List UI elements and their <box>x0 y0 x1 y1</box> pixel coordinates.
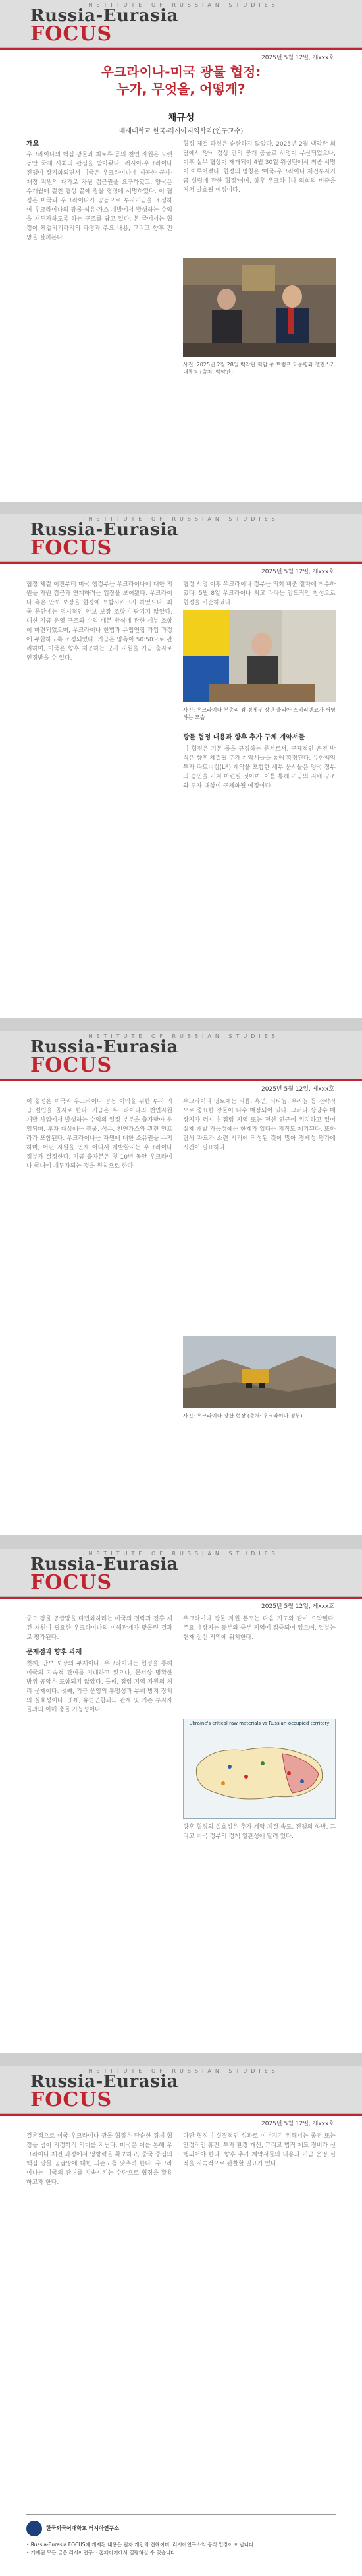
institute-label: INSTITUTE OF RUSSIAN STUDIES <box>83 2 279 8</box>
footer-disclaimer: • Russia-Eurasia FOCUS에 게재된 내용은 필자 개인의 견해이며, 러시아연구소의 공식 입장이 아닙니다. <box>26 2542 255 2548</box>
issue-date: 2025년 5월 12일, 제xxx호 <box>261 569 334 575</box>
page5-left-column: 결론적으로 미국-우크라이나 광물 협정은 단순한 경제 협정을 넘어 지정학적 의미를 지닌다. 미국은 이를 통해 우크라이나 재건 과정에서 영향력을 확보하고, 중국 중심의 핵심 광물 공급망에 대한 의존도를 낮추려 한다. 우크라이나는 미국의 관여를 지속시키는 수단으로 협정을 활용하고자 한다. <box>26 2133 172 2186</box>
page2-left-column: 협정 체결 이전부터 미국 행정부는 우크라이나에 대한 지원을 자원 접근과 연계하려는 입장을 보여왔다. 우크라이나 측은 안보 보장을 협정에 포함시키고자 하였으나, 최종 문안에는 명시적인 안보 보장 조항이 담기지 않았다. 대신 기금 운영 구조와 수익 배분 방식에 관한 세부 조항이 마련되었으며, 우크라이나 헌법과 유럽연합 가입 과정에 부합하도록 조정되었다. 기금은 양측이 50:50으로 관리하며, 미국은 향후 제공하는 군사 지원을 기금 출자로 인정받을 수 있다. <box>26 581 172 662</box>
page-1 <box>0 0 362 502</box>
footer-availability-note: • 게재된 모든 글은 러시아연구소 홈페이지에서 열람하실 수 있습니다. <box>26 2550 177 2556</box>
signing-photo <box>183 610 336 702</box>
white-house-meeting-photo <box>183 258 336 357</box>
section-heading-issues: 문제점과 향후 과제 <box>26 1649 82 1656</box>
red-stripe <box>0 1079 362 1081</box>
page-5 <box>0 2066 362 2576</box>
page3-left-column: 이 협정은 미국과 우크라이나 공동 이익을 위한 투자 기금 설립을 골자로 한다. 기금은 우크라이나의 천연자원 개발 사업에서 발생하는 수익의 일정 부분을 출자받아 운영되며, 투자 대상에는 광물, 석유, 천연가스와 관련 인프라가 포함된다. 우크라이나는 자원에 대한 소유권을 유지하며, 어떤 자원을 언제 어디서 개발할지는 우크라이나 정부가 결정한다. 기금 출자분은 첫 10년 동안 우크라이나 국내에 재투자되는 것을 원칙으로 한다. <box>26 1099 172 1170</box>
author-affiliation: 배재대학교 한국-러시아지역학과(연구교수) <box>118 128 244 135</box>
issue-date: 2025년 5월 12일, 제xxx호 <box>261 1086 334 1093</box>
brand-title: Russia-Eurasia <box>30 6 178 26</box>
focus-title: FOCUS <box>30 1054 113 1077</box>
institute-label: INSTITUTE OF RUSSIAN STUDIES <box>83 1551 279 1557</box>
page1-left-text: 우크라이나의 핵심 광물과 희토류 등의 천연 자원은 오랫동안 국제 사회의 관심을 받아왔다. 러시아-우크라이나 전쟁이 장기화되면서 미국은 우크라이나에 제공한 군사·재정 지원의 대가로 자원 접근권을 요구하였고, 양국은 수개월에 걸친 협상 끝에 광물 협정에 서명하였다. 이 협정은 미국과 우크라이나가 공동으로 투자기금을 조성하여 우크라이나의 광물·석유·가스 개발에서 발생하는 수익을 재투자하도록 하는 구조를 담고 있다. 본 글에서는 협정이 체결되기까지의 과정과 주요 내용, 그리고 향후 전망을 살펴본다. <box>26 152 172 241</box>
map-title: Ukraine's critical raw materials vs Russian-occupied territory <box>189 1721 330 1726</box>
page4-right-top-text: 우크라이나 광물 자원 분포는 다음 지도와 같이 요약된다. 주요 매장지는 동부와 중부 지역에 집중되어 있으며, 일부는 현재 전선 지역에 위치한다. <box>183 1616 336 1641</box>
focus-title: FOCUS <box>30 536 113 559</box>
page1-left-column <box>26 140 172 489</box>
issue-date: 2025년 5월 12일, 제xxx호 <box>261 55 334 61</box>
masthead-band <box>0 514 362 562</box>
masthead-band <box>0 1549 362 1597</box>
focus-title: FOCUS <box>30 1571 113 1594</box>
article-title-line1: 우크라이나-미국 광물 협정: <box>101 64 261 80</box>
footer-divider <box>26 2514 336 2515</box>
focus-title: FOCUS <box>30 2088 113 2111</box>
photo-caption-3: 사진: 우크라이나 광산 현장 (출처: 우크라이나 정부) <box>183 1413 303 1419</box>
page4-left-top-text: 중요 광물 공급망을 다변화하려는 미국의 전략과 전후 재건 재원이 필요한 우크라이나의 이해관계가 맞물린 결과로 평가된다. <box>26 1616 172 1641</box>
photo-caption-2: 사진: 우크라이나 부총리 겸 경제부 장관 율리아 스비리덴코가 서명하는 모습 <box>183 707 336 720</box>
red-stripe <box>0 2114 362 2116</box>
brand-title: Russia-Eurasia <box>30 1037 178 1057</box>
page3-right-top-text: 우크라이나 영토에는 리튬, 흑연, 티타늄, 우라늄 등 전략적으로 중요한 광물이 다수 매장되어 있다. 그러나 상당수 매장지가 러시아 점령 지역 또는 전선 인근에 위치하고 있어 실제 개발 가능성에는 한계가 있다는 지적도 제기된다. 또한 탐사 자료가 소련 시기에 작성된 것이 많아 경제성 평가에 시간이 필요하다. <box>183 1099 336 1151</box>
page-4 <box>0 1549 362 2053</box>
critical-materials-map <box>183 1719 336 1819</box>
institute-label: INSTITUTE OF RUSSIAN STUDIES <box>83 2068 279 2074</box>
page2-right-bottom-text: 이 협정은 기본 틀을 규정하는 문서로서, 구체적인 운영 방식은 향후 체결될 추가 계약서들을 통해 확정된다. 유한책임 투자 파트너십(LP) 계약을 포함한 세부 문서들은 양국 정부의 승인을 거쳐 마련될 것이며, 이를 통해 기금의 지배 구조와 투자 대상이 구체화될 예정이다. <box>183 746 336 789</box>
masthead-band <box>0 1031 362 1079</box>
page2-right-top-text: 협정 서명 이후 우크라이나 정부는 의회 비준 절차에 착수하였다. 5월 8일 우크라이나 최고 라다는 압도적인 찬성으로 협정을 비준하였다. <box>183 581 336 606</box>
article-title-line2: 누가, 무엇을, 어떻게? <box>116 81 246 97</box>
page4-right-bottom-text: 향후 협정의 실효성은 추가 계약 체결 속도, 전쟁의 향방, 그리고 미국 정부의 정책 일관성에 달려 있다. <box>183 1824 336 1840</box>
institute-logo-icon <box>26 2521 42 2536</box>
section-heading-overview: 개요 <box>26 140 39 148</box>
red-stripe <box>0 1597 362 1599</box>
brand-title: Russia-Eurasia <box>30 520 178 540</box>
footer-organization: 한국외국어대학교 러시아연구소 <box>46 2525 119 2531</box>
issue-date: 2025년 5월 12일, 제xxx호 <box>261 2121 334 2127</box>
page1-right-top-text: 협정 체결 과정은 순탄하지 않았다. 2025년 2월 백악관 회담에서 양국 정상 간의 공개 충돌로 서명이 무산되었으나, 이후 실무 협상이 재개되어 4월 30일 워싱턴에서 최종 서명이 이루어졌다. 협정의 명칭은 '미국-우크라이나 재건투자기금 설립에 관한 협정'이며, 향후 우크라이나 의회의 비준을 거쳐 발효될 예정이다. <box>183 141 336 194</box>
brand-title: Russia-Eurasia <box>30 1555 178 1574</box>
author-name: 채규성 <box>167 113 195 123</box>
institute-label: INSTITUTE OF RUSSIAN STUDIES <box>83 516 279 522</box>
photo-caption-1: 사진: 2025년 2월 28일 백악관 회담 중 트럼프 대통령과 젤렌스키 대통령 (출처: 백악관) <box>183 362 336 375</box>
masthead-band <box>0 2066 362 2114</box>
masthead-band <box>0 0 362 48</box>
red-stripe <box>0 48 362 50</box>
red-stripe <box>0 562 362 564</box>
page4-left-bottom-text: 첫째, 안보 보장의 부재이다. 우크라이나는 협정을 통해 미국의 지속적 관여를 기대하고 있으나, 문서상 명확한 방위 공약은 포함되지 않았다. 둘째, 점령 지역 자원의 처리 문제이다. 셋째, 기금 운영의 투명성과 부패 방지 장치의 실효성이다. 넷째, 유럽연합과의 관계 및 기존 투자자들과의 이해 충돌 가능성이다. <box>26 1661 172 1713</box>
page-2 <box>0 514 362 1018</box>
issue-date: 2025년 5월 12일, 제xxx호 <box>261 1603 334 1610</box>
brand-title: Russia-Eurasia <box>30 2072 178 2092</box>
mining-site-photo <box>183 1336 336 1408</box>
page-3 <box>0 1031 362 1535</box>
page5-right-column: 다만 협정이 실질적인 성과로 이어지기 위해서는 종전 또는 안정적인 휴전, 투자 환경 개선, 그리고 법적 제도 정비가 선행되어야 한다. 향후 추가 계약서들의 내용과 기금 운영 실적을 지속적으로 관찰할 필요가 있다. <box>183 2133 336 2167</box>
focus-title: FOCUS <box>30 22 113 45</box>
section-heading-agreement: 광물 협정 내용과 향후 추가 구체 계약서들 <box>183 734 305 741</box>
institute-label: INSTITUTE OF RUSSIAN STUDIES <box>83 1033 279 1039</box>
